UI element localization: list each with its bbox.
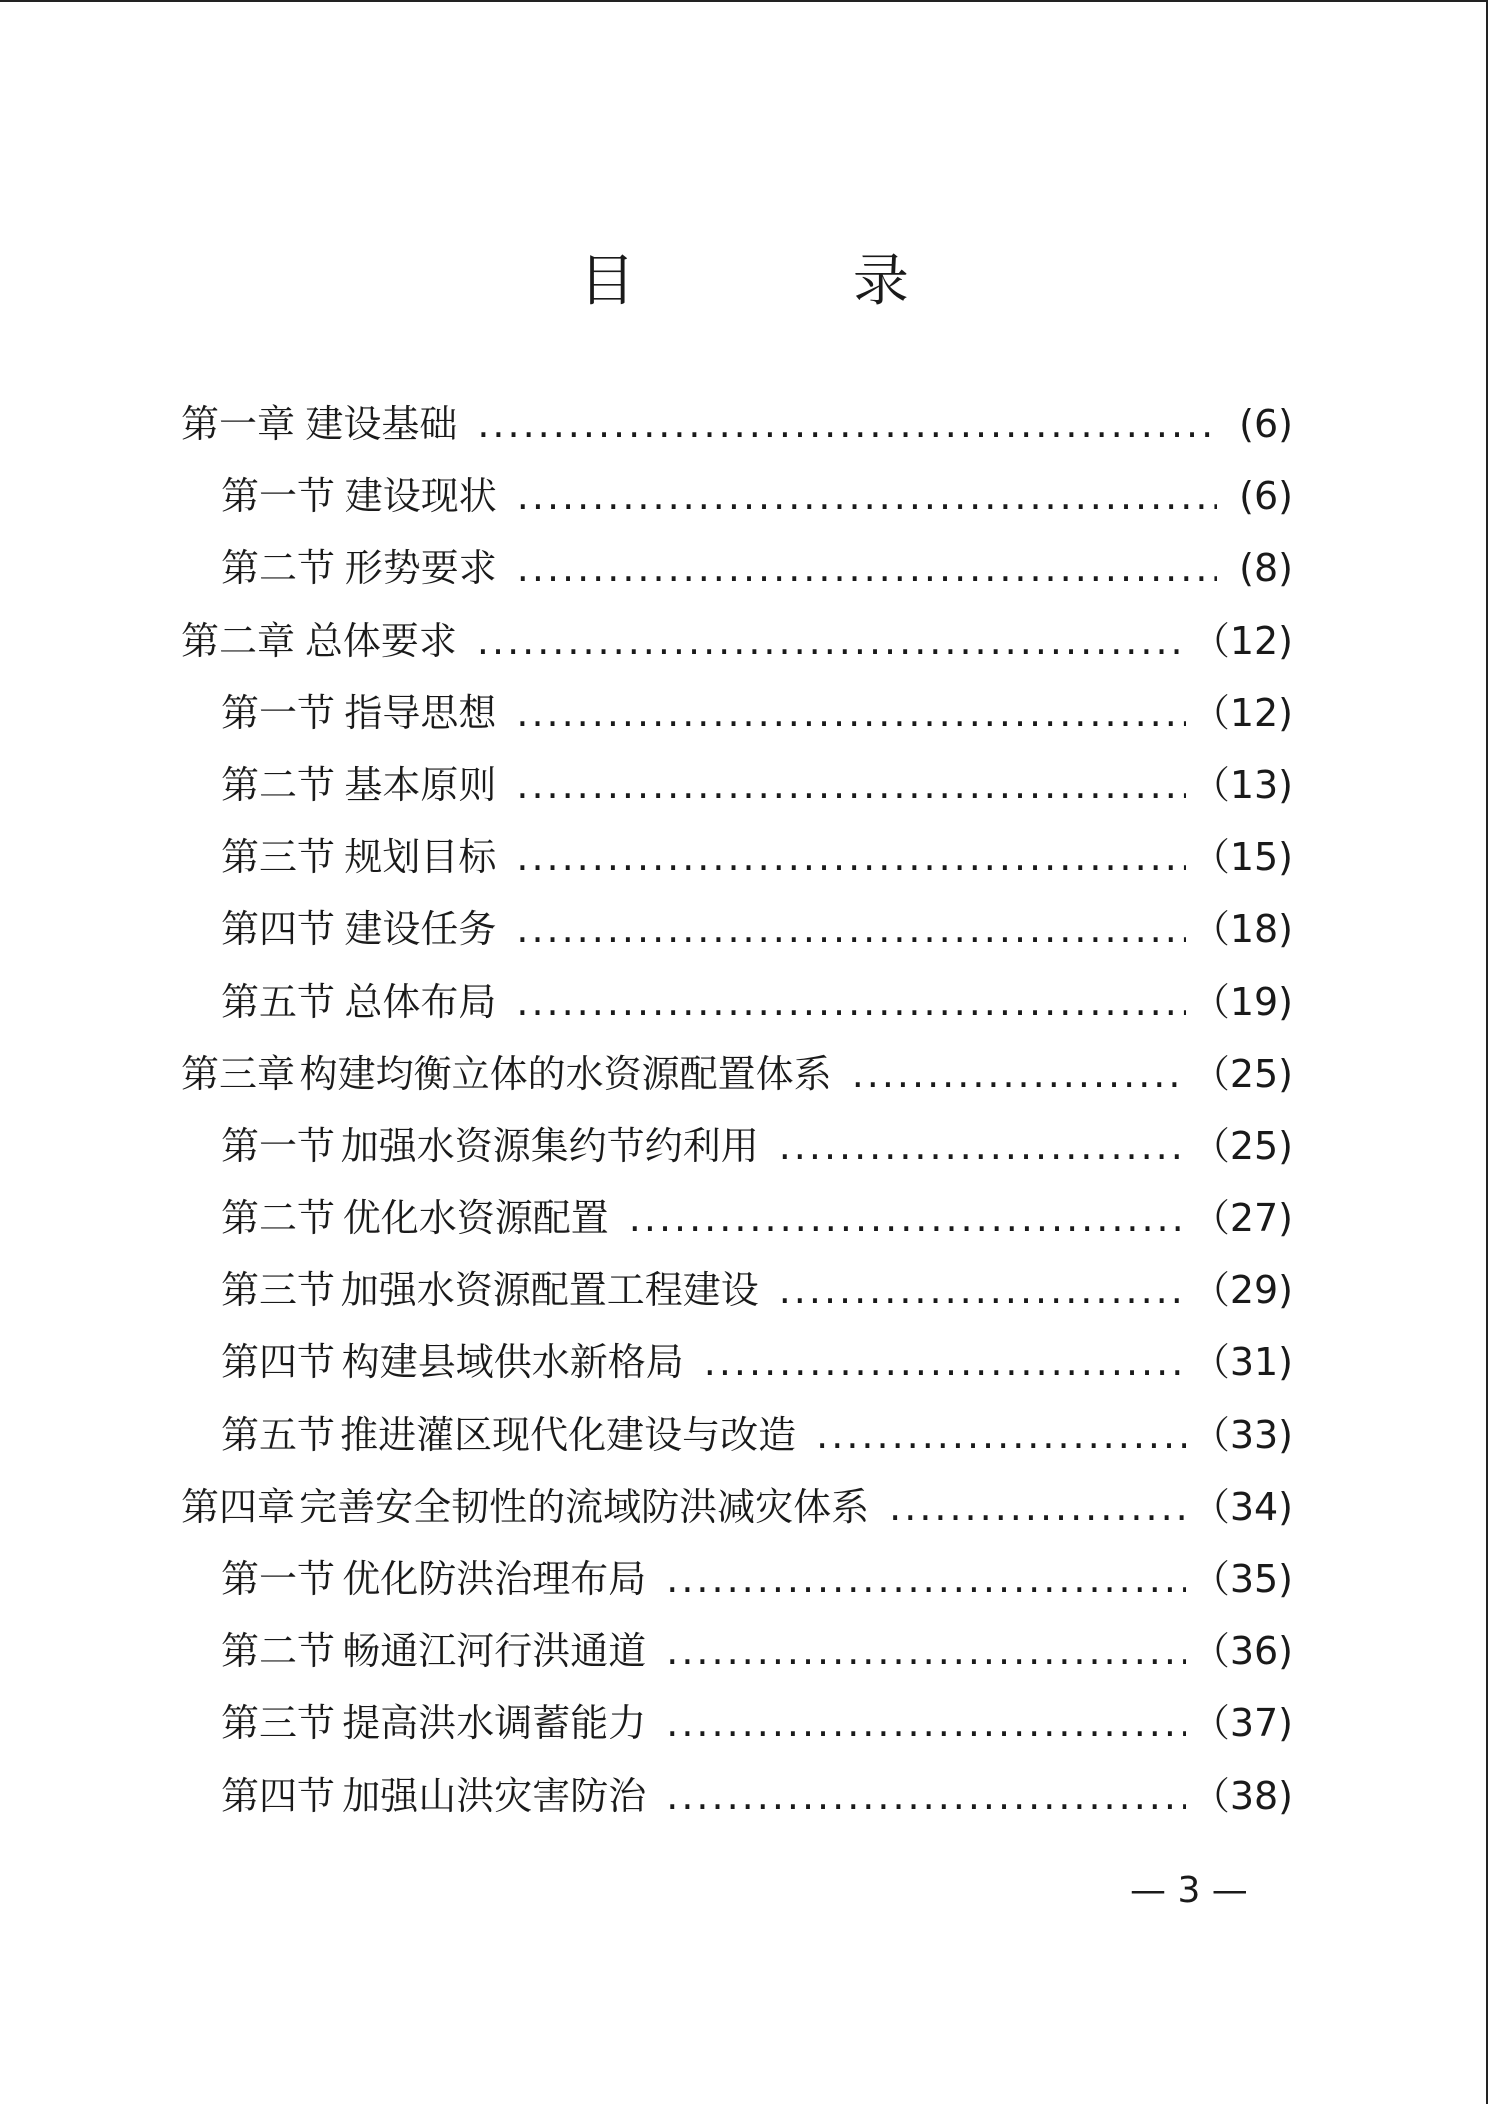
toc-entry-label: 第二节: [221, 546, 336, 591]
toc-entry-label: 第五节: [221, 1412, 336, 1457]
toc-page-number: （12): [1191, 690, 1293, 735]
toc-entry-title: 建设任务: [344, 907, 497, 952]
toc-section-row[interactable]: [181, 1405, 1293, 1477]
toc-section-row[interactable]: [181, 1116, 1293, 1188]
toc-entry-title: 形势要求: [344, 546, 497, 591]
toc-page-number: （37): [1191, 1701, 1293, 1746]
toc-page-number: （29): [1191, 1268, 1293, 1313]
toc-entry-label: 第四节: [221, 1340, 336, 1385]
toc-page-number: （27): [1191, 1196, 1293, 1241]
toc-dot-leader: [852, 1044, 1186, 1104]
toc-dot-leader: [516, 827, 1185, 887]
toc-entry-title: 提高洪水调蓄能力: [342, 1701, 647, 1746]
toc-dot-leader: [666, 1766, 1186, 1826]
toc-dot-leader: [477, 394, 1217, 454]
toc-entry-title: 优化水资源配置: [342, 1196, 609, 1241]
toc-section-row[interactable]: [181, 827, 1293, 899]
toc-entry-label: 第一节: [221, 690, 336, 735]
toc-dot-leader: [477, 611, 1186, 671]
toc-chapter-row[interactable]: [181, 611, 1293, 683]
toc-chapter-row[interactable]: [181, 1044, 1293, 1116]
toc-page-number: （36): [1191, 1629, 1293, 1674]
toc-page-number: （12): [1191, 618, 1293, 663]
toc-entry-label: 第一节: [221, 1557, 336, 1601]
top-border-rule: [0, 0, 1488, 2]
toc-dot-leader: [517, 466, 1217, 526]
toc-dot-leader: [704, 1332, 1186, 1392]
page-title: 目 录: [579, 249, 1009, 314]
toc-section-row[interactable]: [181, 755, 1293, 827]
toc-section-row[interactable]: [181, 1332, 1293, 1404]
toc-dot-leader: [816, 1405, 1186, 1465]
toc-section-row[interactable]: [181, 1188, 1293, 1260]
toc-dot-leader: [629, 1188, 1186, 1248]
toc-dot-leader: [516, 972, 1185, 1032]
toc-entry-title: 建设现状: [344, 474, 497, 519]
toc-section-row[interactable]: [181, 1766, 1293, 1838]
toc-dot-leader: [666, 1549, 1186, 1609]
toc-dot-leader: [666, 1693, 1186, 1753]
toc-dot-leader: [516, 755, 1185, 815]
toc-entry-label: 第一节: [221, 474, 336, 519]
toc-section-row[interactable]: [181, 683, 1293, 755]
toc-dot-leader: [779, 1260, 1186, 1320]
toc-section-row[interactable]: [181, 538, 1293, 610]
toc-entry-title: 构建均衡立体的水资源配置体系: [299, 1051, 832, 1096]
table-of-contents: [181, 394, 1293, 1838]
toc-entry-label: 第四章: [181, 1484, 296, 1529]
toc-page-number: （18): [1191, 907, 1293, 952]
toc-entry-title: 构建县域供水新格局: [341, 1340, 684, 1385]
toc-page-number: （34): [1191, 1484, 1293, 1529]
toc-section-row[interactable]: [181, 899, 1293, 971]
toc-entry-label: 第二节: [221, 1629, 336, 1674]
toc-entry-title: 建设基础: [305, 402, 458, 446]
toc-entry-title: 总体布局: [344, 979, 497, 1024]
toc-entry-label: 第二节: [221, 762, 336, 807]
toc-section-row[interactable]: [181, 466, 1293, 538]
toc-entry-title: 加强山洪灾害防治: [342, 1773, 647, 1818]
toc-page-number: （35): [1191, 1557, 1293, 1601]
toc-page-number: (8): [1239, 546, 1293, 591]
toc-page-number: (6): [1239, 474, 1293, 519]
toc-page-number: （33): [1191, 1412, 1293, 1457]
toc-entry-title: 完善安全韧性的流域防洪减灾体系: [299, 1484, 870, 1529]
toc-entry-title: 加强水资源集约节约利用: [340, 1123, 759, 1168]
toc-entry-label: 第三节: [221, 1701, 336, 1746]
toc-entry-title: 畅通江河行洪通道: [342, 1629, 647, 1674]
toc-page-number: （38): [1191, 1773, 1293, 1818]
toc-dot-leader: [779, 1116, 1186, 1176]
toc-page-number: （25): [1191, 1051, 1293, 1096]
toc-entry-label: 第三节: [221, 835, 336, 880]
toc-entry-label: 第五节: [221, 979, 336, 1024]
toc-chapter-row[interactable]: [181, 394, 1293, 466]
toc-entry-label: 第二节: [221, 1196, 336, 1241]
toc-section-row[interactable]: [181, 1549, 1293, 1621]
toc-page-number: （31): [1191, 1340, 1293, 1385]
toc-section-row[interactable]: [181, 1260, 1293, 1332]
toc-page-number: （13): [1191, 762, 1293, 807]
toc-section-row[interactable]: [181, 1693, 1293, 1765]
toc-entry-title: 规划目标: [344, 835, 497, 880]
toc-section-row[interactable]: [181, 972, 1293, 1044]
toc-entry-title: 推进灌区现代化建设与改造: [340, 1412, 797, 1457]
toc-entry-title: 指导思想: [344, 690, 497, 735]
toc-page-number: （15): [1191, 835, 1293, 880]
page-number-footer: — 3 —: [1130, 1870, 1248, 1911]
toc-entry-title: 基本原则: [344, 762, 497, 807]
toc-entry-label: 第二章: [181, 618, 296, 663]
toc-page-number: （19): [1191, 979, 1293, 1024]
toc-page-number: （25): [1191, 1123, 1293, 1168]
toc-dot-leader: [517, 538, 1217, 598]
toc-dot-leader: [516, 899, 1185, 959]
toc-entry-title: 加强水资源配置工程建设: [340, 1268, 759, 1313]
toc-entry-label: 第三节: [221, 1268, 336, 1313]
toc-entry-label: 第三章: [181, 1051, 296, 1096]
toc-dot-leader: [889, 1477, 1186, 1537]
toc-page-number: (6): [1239, 402, 1293, 446]
toc-section-row[interactable]: [181, 1621, 1293, 1693]
toc-entry-title: 优化防洪治理布局: [342, 1557, 647, 1601]
toc-entry-label: 第一章: [181, 402, 296, 446]
toc-chapter-row[interactable]: [181, 1477, 1293, 1549]
toc-dot-leader: [666, 1621, 1186, 1681]
toc-entry-label: 第四节: [221, 1773, 336, 1818]
toc-entry-title: 总体要求: [304, 618, 457, 663]
toc-dot-leader: [516, 683, 1185, 743]
toc-entry-label: 第四节: [221, 907, 336, 952]
toc-entry-label: 第一节: [221, 1123, 336, 1168]
